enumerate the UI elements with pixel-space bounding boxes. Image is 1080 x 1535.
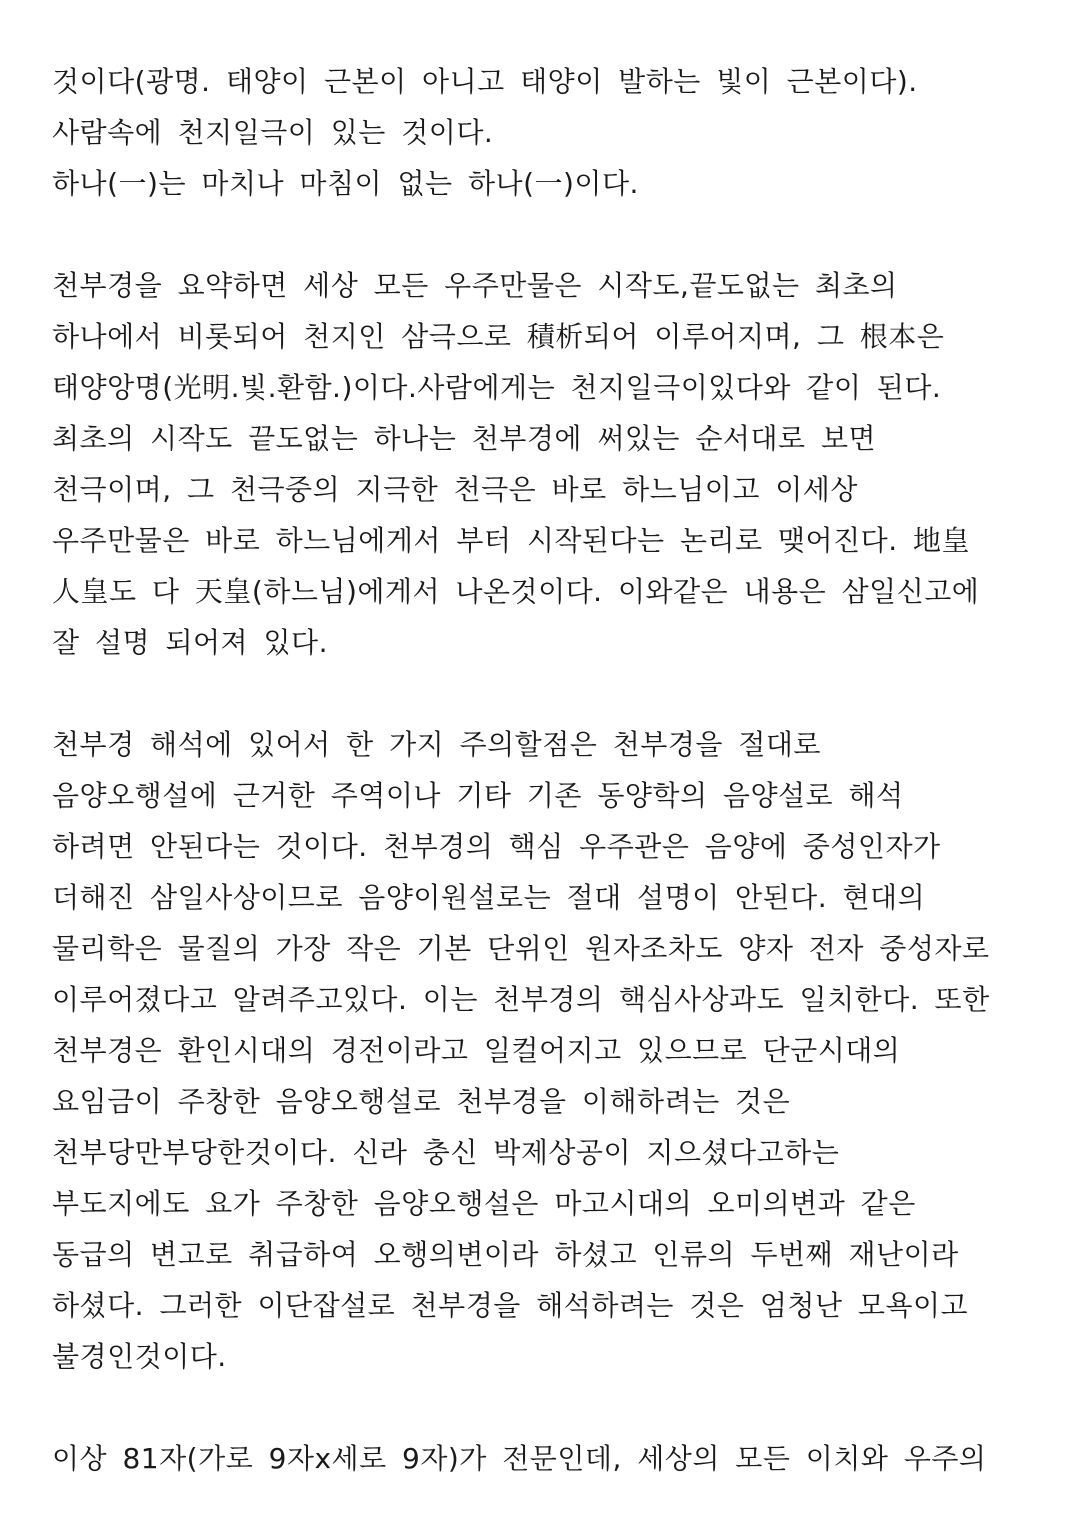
text-line: 태양앙명(光明.빛.환함.)이다.사람에게는 천지일극이있다와 같이 된다. <box>52 371 942 404</box>
paragraph-interpretation-caution <box>52 719 1062 1382</box>
text-line: 불경인것이다. <box>52 1340 227 1373</box>
text-line: 동급의 변고로 취급하여 오행의변이라 하셨고 인류의 두번째 재난이라 <box>52 1238 959 1271</box>
text-line: 하려면 안된다는 것이다. 천부경의 핵심 우주관은 음양에 중성인자가 <box>52 830 941 863</box>
text-line: 이상 81자(가로 9자x세로 9자)가 전문인데, 세상의 모든 이치와 우주의 <box>52 1442 987 1475</box>
text-line: 천극이며, 그 천극중의 지극한 천극은 바로 하느님이고 이세상 <box>52 473 858 506</box>
text-line: 부도지에도 요가 주창한 음양오행설은 마고시대의 오미의변과 같은 <box>52 1187 916 1220</box>
text-line: 잘 설명 되어져 있다. <box>52 626 328 659</box>
text-line: 천부경 해석에 있어서 한 가지 주의할점은 천부경을 절대로 <box>52 728 821 761</box>
text-line: 천부당만부당한것이다. 신라 충신 박제상공이 지으셨다고하는 <box>52 1136 840 1169</box>
paragraph-full-text <box>52 1433 1062 1484</box>
text-line: 더해진 삼일사상이므로 음양이원설로는 절대 설명이 안된다. 현대의 <box>52 881 926 914</box>
text-line: 하나(一)는 마치나 마침이 없는 하나(一)이다. <box>52 167 639 200</box>
text-line: 요임금이 주창한 음양오행설로 천부경을 이해하려는 것은 <box>52 1085 791 1118</box>
text-line: 음양오행설에 근거한 주역이나 기타 기존 동양학의 음양설로 해석 <box>52 779 904 812</box>
text-line: 이루어졌다고 알려주고있다. 이는 천부경의 핵심사상과도 일치한다. 또한 <box>52 983 990 1016</box>
text-line: 것이다(광명. 태양이 근본이 아니고 태양이 발하는 빛이 근본이다). <box>52 65 918 98</box>
text-line: 물리학은 물질의 가장 작은 기본 단위인 원자조차도 양자 전자 중성자로 <box>52 932 990 965</box>
text-line: 하셨다. 그러한 이단잡설로 천부경을 해석하려는 것은 엄청난 모욕이고 <box>52 1289 969 1322</box>
paragraph-light <box>52 56 1062 209</box>
text-line: 사람속에 천지일극이 있는 것이다. <box>52 116 494 149</box>
paragraph-summary <box>52 260 1062 668</box>
text-line: 우주만물은 바로 하느님에게서 부터 시작된다는 논리로 맺어진다. 地皇 <box>52 524 971 557</box>
text-line: 최초의 시작도 끝도없는 하나는 천부경에 써있는 순서대로 보면 <box>52 422 877 455</box>
text-line: 천부경을 요약하면 세상 모든 우주만물은 시작도,끝도없는 최초의 <box>52 269 898 302</box>
text-line: 천부경은 환인시대의 경전이라고 일컬어지고 있으므로 단군시대의 <box>52 1034 901 1067</box>
document-page <box>52 56 1062 1535</box>
text-line: 하나에서 비롯되어 천지인 삼극으로 積析되어 이루어지며, 그 根本은 <box>52 320 945 353</box>
text-line: 人皇도 다 天皇(하느님)에게서 나온것이다. 이와같은 내용은 삼일신고에 <box>52 575 980 608</box>
